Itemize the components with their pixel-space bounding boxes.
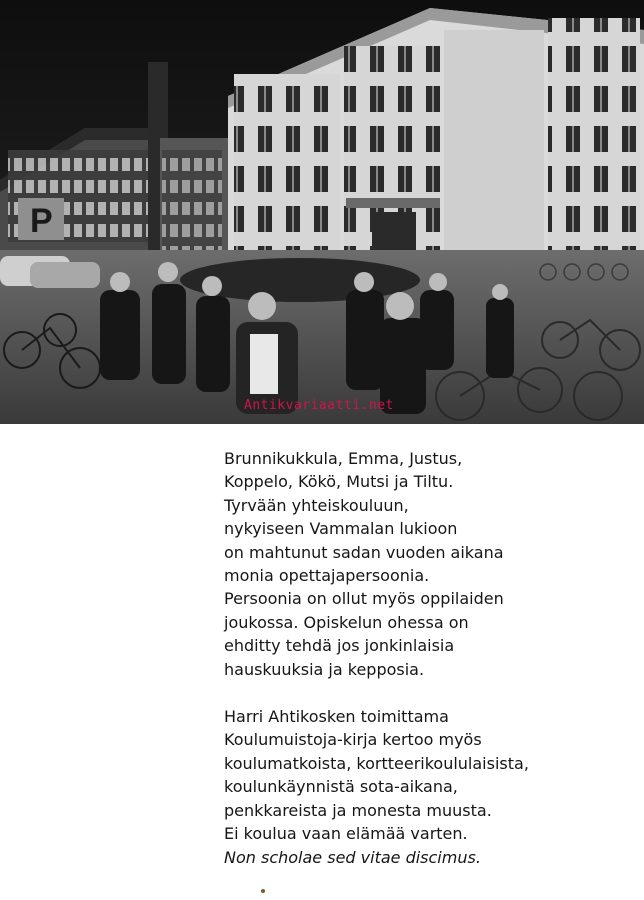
text-line: Brunnikukkula, Emma, Justus, bbox=[224, 449, 463, 468]
text-line: Koppelo, Kökö, Mutsi ja Tiltu. bbox=[224, 472, 454, 492]
text-line: Harri Ahtikosken toimittama bbox=[224, 707, 449, 727]
text-line: koulunkäynnistä sota-aikana, bbox=[224, 777, 458, 797]
text-line: Ei koulua vaan elämää varten. bbox=[224, 824, 468, 844]
text-line: Persoonia on ollut myös oppilaiden bbox=[224, 589, 504, 609]
text-line: penkkareista ja monesta muusta. bbox=[224, 800, 492, 820]
decorative-dot bbox=[261, 889, 265, 893]
text-line: joukossa. Opiskelun ohessa on bbox=[224, 612, 469, 632]
school-photo bbox=[0, 0, 644, 424]
text-line: nykyiseen Vammalan lukioon bbox=[224, 519, 458, 539]
text-line: koulumatkoista, kortteerikoululaisista, bbox=[224, 753, 529, 773]
svg-text:P: P bbox=[30, 202, 53, 240]
text-line: ehditty tehdä jos jonkinlaisia bbox=[224, 636, 455, 656]
text-line: monia opettajapersoonia. bbox=[224, 566, 430, 586]
latin-motto: Non scholae sed vitae discimus. bbox=[224, 847, 481, 867]
text-line: Koulumuistoja-kirja kertoo myös bbox=[224, 730, 482, 750]
text-line: hauskuuksia ja kepposia. bbox=[224, 659, 425, 679]
paragraph-intro bbox=[224, 447, 624, 681]
watermark-text: Antikvariaatti.net bbox=[244, 398, 394, 413]
paragraph-book bbox=[224, 705, 624, 869]
body-text bbox=[224, 447, 624, 869]
text-line: Tyrvään yhteiskouluun, bbox=[224, 495, 409, 515]
text-line: on mahtunut sadan vuoden aikana bbox=[224, 542, 504, 562]
parking-sign bbox=[18, 198, 64, 240]
